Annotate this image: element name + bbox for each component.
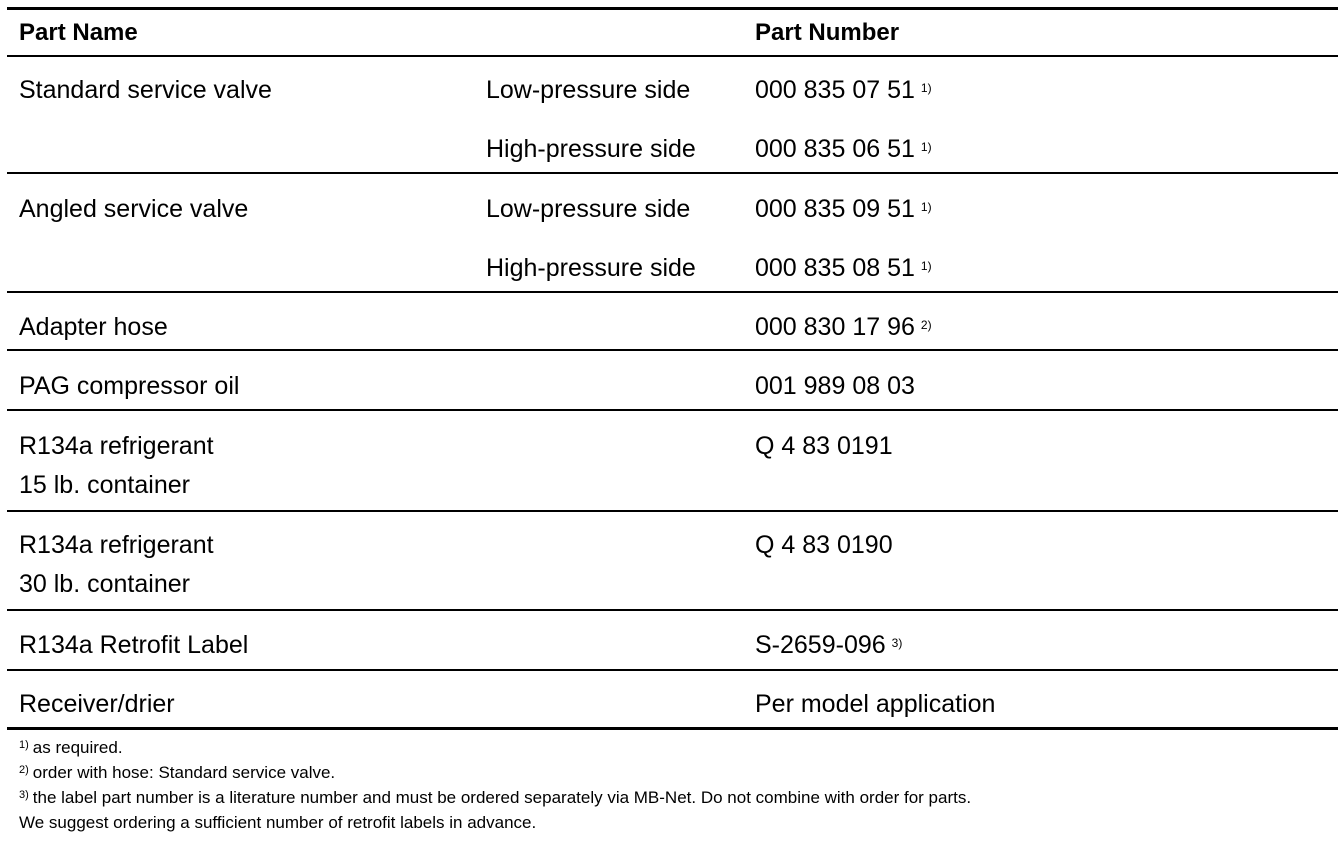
part-number: Per model application	[755, 690, 996, 718]
row-divider	[7, 349, 1338, 351]
footnote-marker: 2)	[920, 318, 932, 332]
pressure-side: Low-pressure side	[486, 76, 691, 104]
part-name: Standard service valve	[19, 76, 272, 104]
footnote: $^{2)}$ order with hose: Standard service valve.	[19, 763, 336, 782]
row-divider	[7, 291, 1338, 293]
part-name: Receiver/drier	[19, 690, 175, 718]
footnotes	[19, 735, 971, 835]
part-name: R134a refrigerant	[19, 531, 214, 559]
footnote-marker: 1)	[920, 259, 932, 273]
part-number: S-2659-096 $^{3)}$	[755, 631, 903, 659]
pressure-side: Low-pressure side	[486, 195, 691, 223]
part-number: 000 835 06 51 $^{1)}$	[755, 135, 932, 163]
part-name: R134a refrigerant	[19, 432, 214, 460]
pressure-side: High-pressure side	[486, 135, 696, 163]
column-header-part-name: Part Name	[19, 19, 138, 46]
pressure-side: High-pressure side	[486, 254, 696, 282]
footnote: $^{3)}$ the label part number is a literature number and must be ordered separately via MB-Net. Do not combine with order for parts.	[19, 788, 972, 807]
footnote-marker: 1)	[920, 140, 932, 154]
part-number: 000 835 08 51 $^{1)}$	[755, 254, 932, 282]
part-number: 000 830 17 96 $^{2)}$	[755, 313, 932, 341]
column-header-part-number: Part Number	[755, 19, 900, 46]
part-name-detail: 30 lb. container	[19, 570, 190, 598]
part-number: 000 835 09 51 $^{1)}$	[755, 195, 932, 223]
row-divider	[7, 609, 1338, 611]
part-name-detail: 15 lb. container	[19, 471, 190, 499]
row-divider	[7, 669, 1338, 671]
table-top-rule	[7, 7, 1338, 10]
part-number: Q 4 83 0191	[755, 432, 893, 460]
row-divider	[7, 172, 1338, 174]
footnote-marker: 1)	[920, 81, 932, 95]
part-name: Adapter hose	[19, 313, 168, 341]
footnote-mark: 2)	[19, 764, 29, 776]
header-rule	[7, 55, 1338, 57]
footnote-marker: 3)	[891, 636, 903, 650]
part-number: 001 989 08 03	[755, 372, 915, 400]
part-name: Angled service valve	[19, 195, 249, 223]
footnote-continuation: We suggest ordering a sufficient number of retrofit labels in advance.	[19, 813, 537, 832]
footnote: $^{1)}$ as required.	[19, 738, 123, 757]
part-number: 000 835 07 51 $^{1)}$	[755, 76, 932, 104]
footnote-mark: 3)	[19, 789, 29, 801]
table-bottom-rule	[7, 727, 1338, 730]
part-number: Q 4 83 0190	[755, 531, 893, 559]
part-name: PAG compressor oil	[19, 372, 240, 400]
footnote-marker: 1)	[920, 200, 932, 214]
footnote-mark: 1)	[19, 739, 29, 751]
part-name: R134a Retrofit Label	[19, 631, 249, 659]
row-divider	[7, 409, 1338, 411]
row-divider	[7, 510, 1338, 512]
